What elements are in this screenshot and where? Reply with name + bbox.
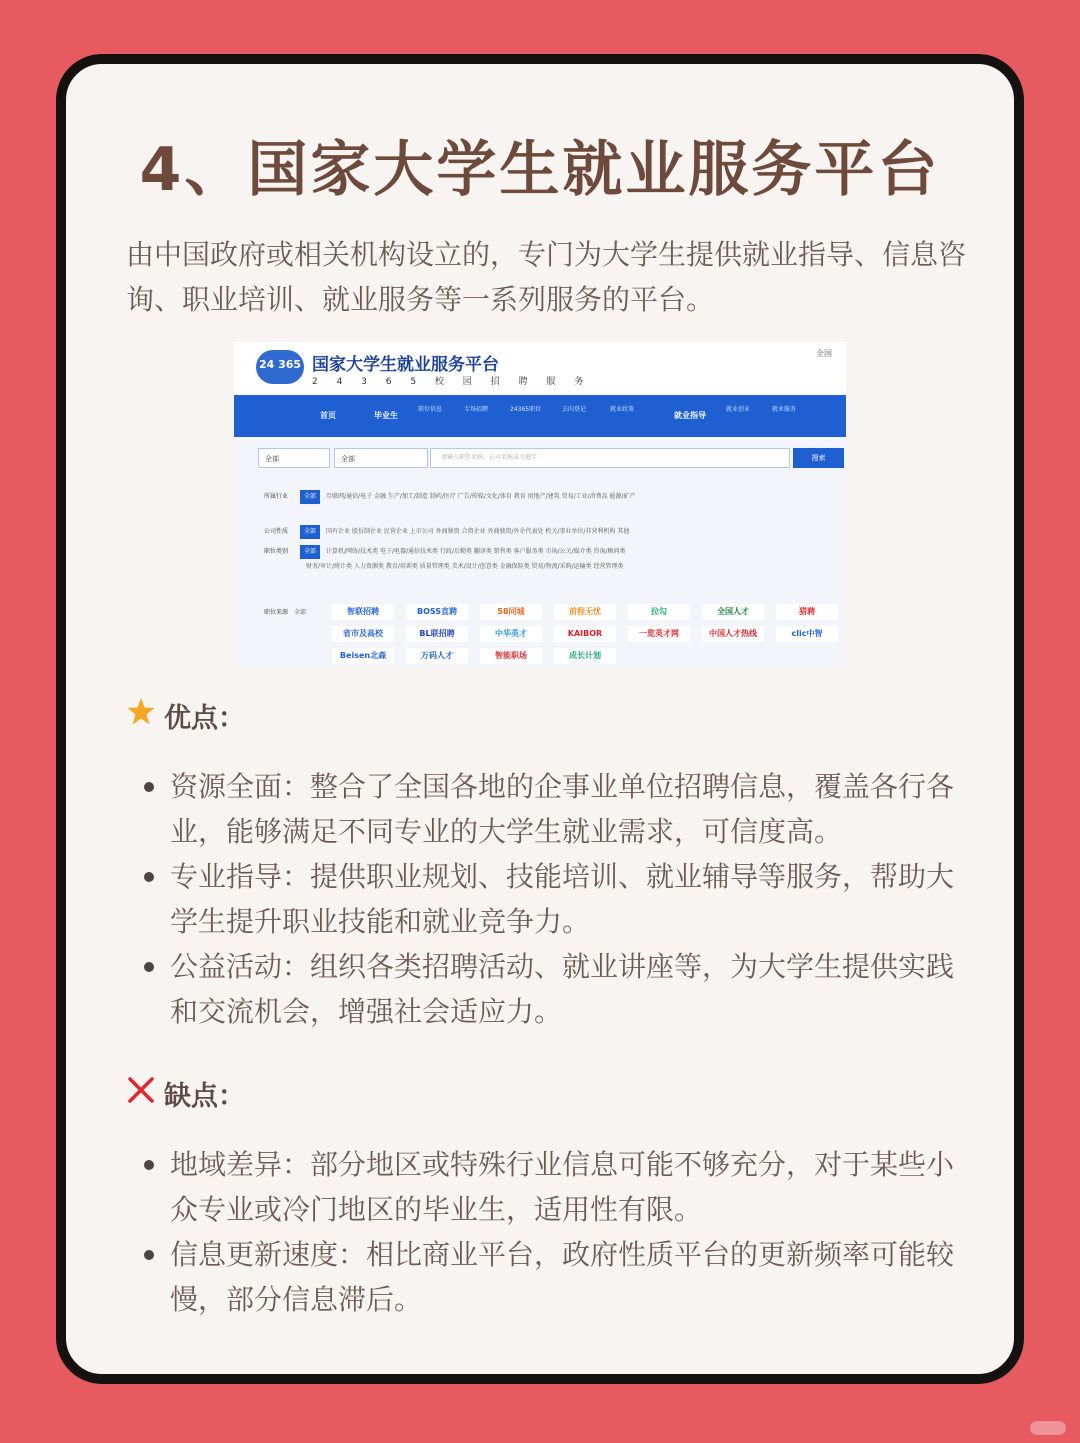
pros-list <box>144 764 964 1034</box>
search-input[interactable]: 请输入职位名称、公司名称或关键字 <box>430 448 790 468</box>
region-select[interactable]: 全部 <box>334 448 428 468</box>
filter-row <box>264 490 636 504</box>
list-item: 公益活动：组织各类招聘活动、就业讲座等，为大学生提供实践和交流机会，增强社会适应力。 <box>144 944 964 1034</box>
source-logo[interactable]: 成长计划 <box>554 648 616 664</box>
filter-row <box>306 560 624 574</box>
source-logo[interactable]: BL联招聘 <box>406 626 468 642</box>
nav-item[interactable]: 就业指导 <box>674 411 706 420</box>
cross-icon <box>126 1075 160 1112</box>
source-logo[interactable]: 万码人才 <box>406 648 468 664</box>
cons-heading-text: 缺点： <box>164 1081 245 1112</box>
filter-options[interactable]: 全部 <box>294 609 307 616</box>
source-logo[interactable]: 拉勾 <box>628 604 690 620</box>
source-logo[interactable]: 智联招聘 <box>332 604 394 620</box>
site-header <box>234 342 846 395</box>
source-logo[interactable]: 一览英才网 <box>628 626 690 642</box>
source-logo[interactable]: 58同城 <box>480 604 542 620</box>
source-logo[interactable]: 前程无忧 <box>554 604 616 620</box>
content-card <box>56 54 1024 1384</box>
list-item: 资源全面：整合了全国各地的企事业单位招聘信息，覆盖各行各业，能够满足不同专业的大学生就业需求，可信度高。 <box>144 764 964 854</box>
search-button[interactable]: 搜索 <box>793 448 844 468</box>
pros-heading <box>126 696 245 735</box>
source-logo[interactable]: Beisen北森 <box>332 648 394 664</box>
nav-item[interactable]: 就业政策 <box>610 406 635 413</box>
site-subtitle: 2 4 3 6 5 校 园 招 聘 服 务 <box>312 377 592 387</box>
list-item: 信息更新速度：相比商业平台，政府性质平台的更新频率可能较慢，部分信息滞后。 <box>144 1232 964 1322</box>
site-logo-icon: 24 365 <box>256 350 304 384</box>
page-title: 4、国家大学生就业服务平台 <box>139 135 941 205</box>
filter-label: 职位来源 <box>264 609 289 616</box>
source-logo[interactable]: clic中智 <box>776 626 838 642</box>
filter-tag[interactable]: 全部 <box>300 525 320 539</box>
filter-row <box>264 545 626 559</box>
watermark <box>1030 1421 1066 1435</box>
platform-screenshot <box>234 342 846 667</box>
filter-tag[interactable]: 全部 <box>300 490 320 504</box>
list-item: 地域差异：部分地区或特殊行业信息可能不够充分，对于某些小众专业或冷门地区的毕业生，适用性有限。 <box>144 1142 964 1232</box>
filter-tag[interactable]: 全部 <box>300 545 320 559</box>
source-logo[interactable]: 全国人才 <box>702 604 764 620</box>
star-icon <box>126 697 160 734</box>
search-bar <box>258 448 844 470</box>
filter-options[interactable]: 互联网/通信/电子 金融 生产/加工/制造 制药/医疗 广告/传媒/文化/体育 教育 房地产/建筑 贸易/工业/消费品 能源/矿产 <box>326 493 636 500</box>
category-select[interactable]: 全部 <box>258 448 330 468</box>
filter-options[interactable]: 计算机/网络/技术类 电子/电器/通信技术类 行政/后勤类 翻译类 销售类 客户服务类 市场/公关/媒介类 咨询/顾问类 <box>326 548 626 555</box>
source-logo[interactable]: 中华英才 <box>480 626 542 642</box>
source-logo[interactable]: BOSS直聘 <box>406 604 468 620</box>
site-title: 国家大学生就业服务平台 <box>312 355 499 375</box>
filter-row <box>264 606 306 620</box>
source-logo[interactable]: 智能职场 <box>480 648 542 664</box>
filter-label: 职位类别 <box>264 548 289 555</box>
filter-label: 公司性质 <box>264 528 289 535</box>
nav-item[interactable]: 专场招聘 <box>464 406 489 413</box>
nav-item[interactable]: 毕业生 <box>374 411 398 420</box>
cons-list <box>144 1142 964 1322</box>
source-logo[interactable]: KAIBOR <box>554 626 616 642</box>
filter-row <box>264 525 629 539</box>
filter-options[interactable]: 财务/审计/统计类 人力资源类 教育/培训类 质量管理类 美术/设计/创意类 金融保险类 贸易/物流/采购/运输类 经营管理类 <box>306 563 624 570</box>
nav-item[interactable]: 首页 <box>320 411 336 420</box>
filter-label: 所属行业 <box>264 493 289 500</box>
cons-heading <box>126 1074 245 1113</box>
pros-heading-text: 优点： <box>164 703 245 734</box>
filter-options[interactable]: 国有企业 股份制企业 民营企业 上市公司 外商独资 合资企业 外商独资/外企代表处 机关/事业单位/非营利机构 其他 <box>326 528 630 535</box>
nav-item[interactable]: 24365职位 <box>510 406 542 413</box>
source-logo[interactable]: 中国人才热线 <box>702 626 764 642</box>
source-logo[interactable]: 省市及高校 <box>332 626 394 642</box>
nav-item[interactable]: 去向登记 <box>562 406 587 413</box>
list-item: 专业指导：提供职业规划、技能培训、就业辅导等服务，帮助大学生提升职业技能和就业竞争力。 <box>144 854 964 944</box>
nav-item[interactable]: 就业创业 <box>726 406 751 413</box>
nav-item[interactable]: 职位信息 <box>418 406 443 413</box>
source-logo[interactable]: 猎聘 <box>776 604 838 620</box>
site-nav <box>234 395 846 437</box>
nav-item[interactable]: 就业服务 <box>772 406 797 413</box>
intro-paragraph: 由中国政府或相关机构设立的，专门为大学生提供就业指导、信息咨询、职业培训、就业服务等一系列服务的平台。 <box>126 238 967 316</box>
region-selector[interactable]: 全国 <box>816 349 832 358</box>
